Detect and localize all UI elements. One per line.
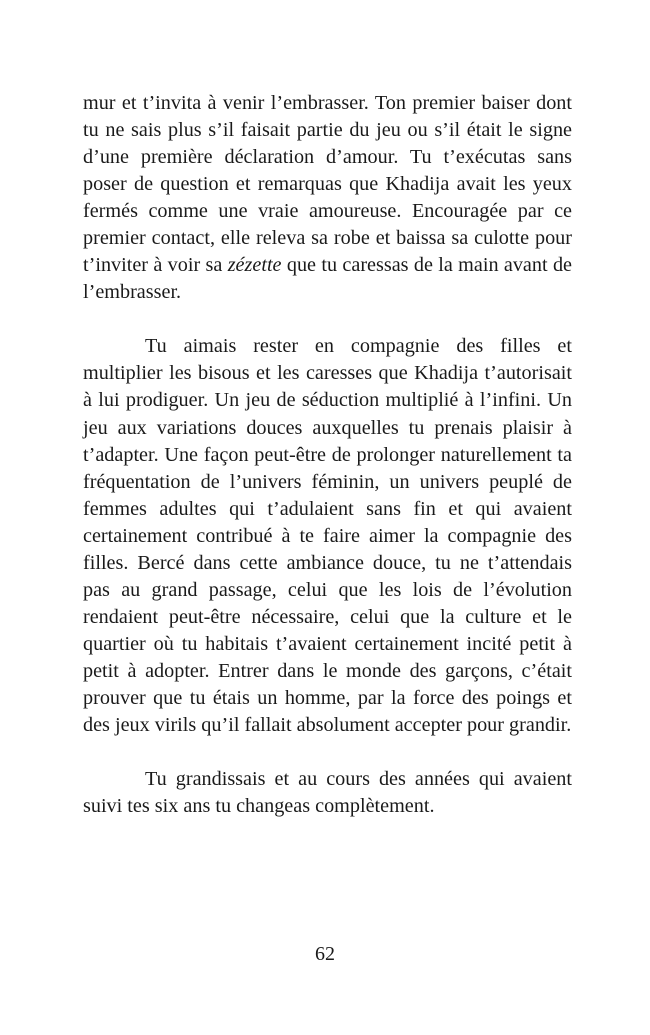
paragraph-3: Tu grandissais et au cours des années qui avaient suivi tes six ans tu changeas complètement.	[83, 768, 572, 818]
page-number: 62	[315, 943, 335, 965]
paragraph-spacer	[83, 739, 572, 766]
paragraph-1	[83, 90, 572, 306]
paragraph-2: Tu aimais rester en compagnie des filles et multiplier les bisous et les caresses que Khadija t’autorisait à lui prodiguer. Un jeu de séduction multiplié à l’infini. Un jeu aux variations douces auxquelles tu prenais plaisir à t’adapter. Une façon peut-être de prolonger naturellement ta fréquentation de l’univers féminin, un univers peuplé de femmes adultes qui t’adulaient sans fin et qui avaient certainement contribué à te faire aimer la compagnie des filles. Bercé dans cette ambiance douce, tu ne t’attendais pas au grand passage, celui que les lois de l’évolution rendaient peut-être nécessaire, celui que la culture et le quartier où tu habitais t’avaient certainement incité petit à petit à adopter. Entrer dans le monde des garçons, c’était prouver que tu étais un homme, par la force des poings et des jeux virils qu’il fallait absolument accepter pour grandir.	[83, 335, 572, 737]
paragraph-spacer	[83, 306, 572, 333]
page-body	[83, 90, 572, 820]
paragraph-1-text-a: mur et t’invita à venir l’embrasser. Ton premier baiser dont tu ne sais plus s’il faisait partie du jeu ou s’il était le signe d’une première déclaration d’amour. Tu t’exécutas sans poser de question et remarquas que Khadija avait les yeux fermés comme une vraie amoureuse. Encouragée par ce premier contact, elle releva sa robe et baissa sa culotte pour t’inviter à voir sa	[83, 92, 572, 277]
paragraph-1-italic-word: zézette	[227, 254, 282, 277]
paragraph-1-text-b: que tu caressas de la main avant de l’embrasser.	[83, 254, 572, 304]
